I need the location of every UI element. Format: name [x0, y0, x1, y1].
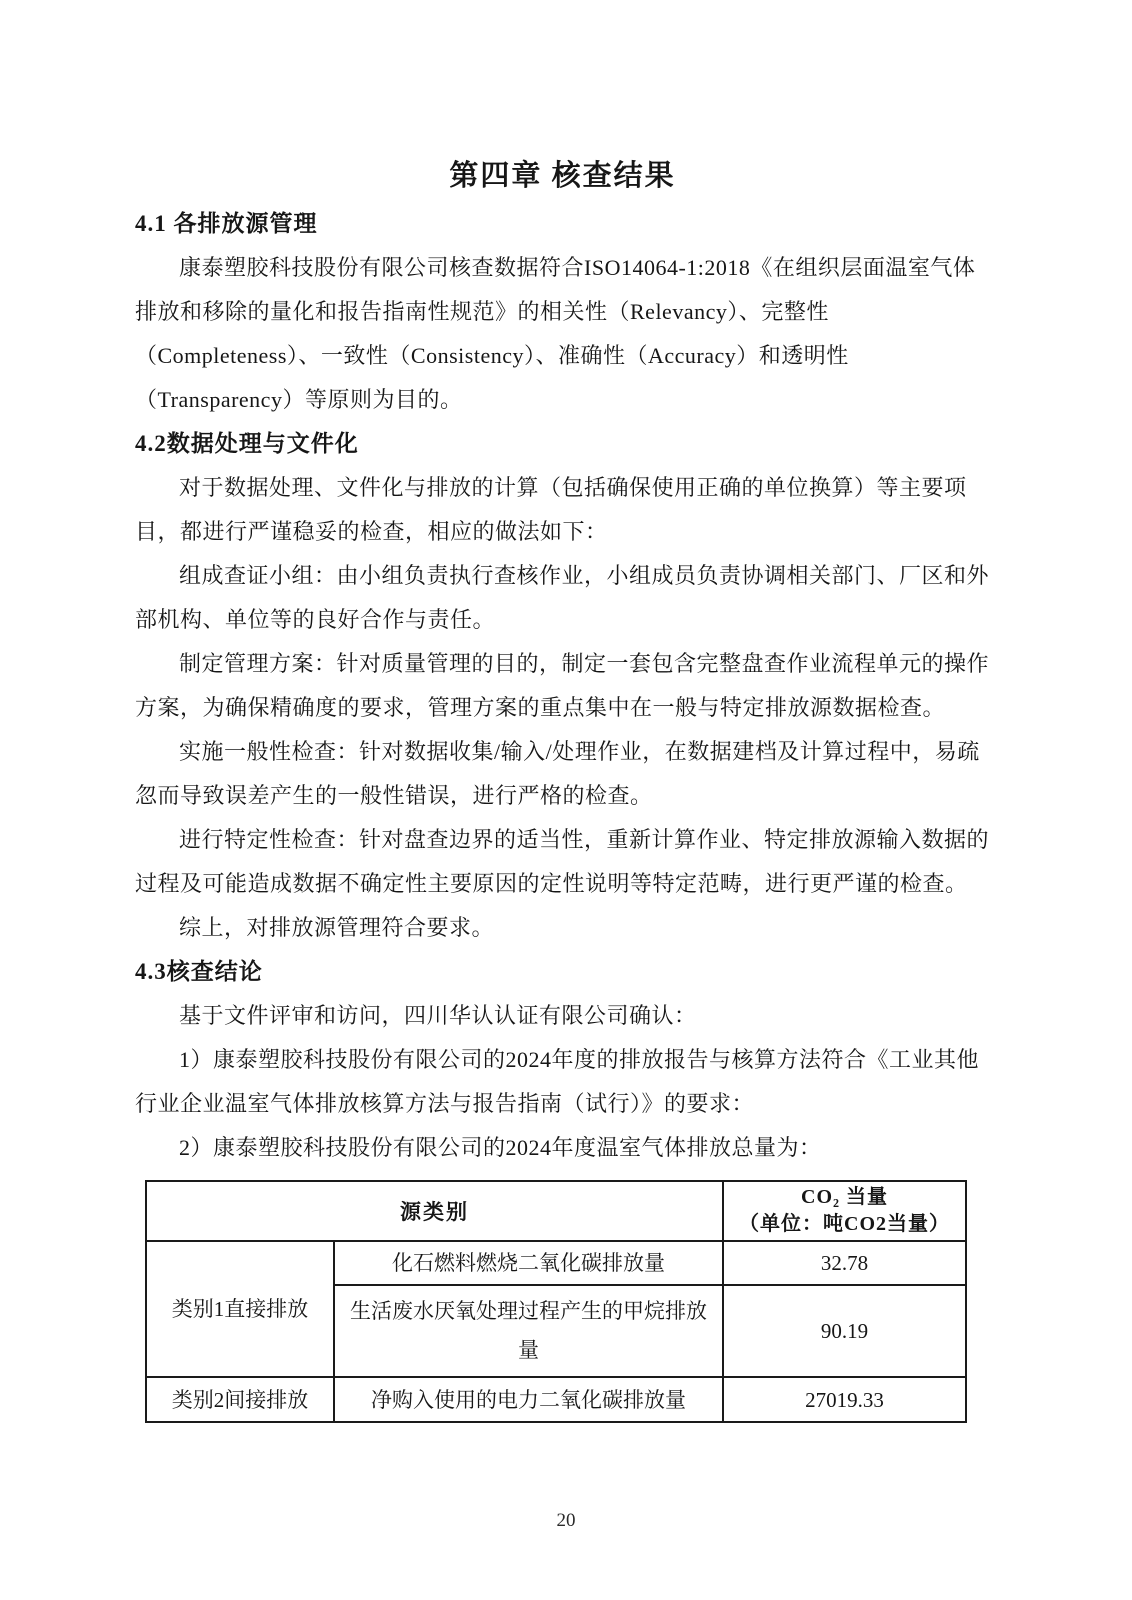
page-number: 20 — [556, 1510, 576, 1531]
cell-value: 32.78 — [723, 1241, 966, 1285]
paragraph: 对于数据处理、文件化与排放的计算（包括确保使用正确的单位换算）等主要项目，都进行严谨稳妥的检查，相应的做法如下： — [135, 475, 967, 544]
cell-source: 化石燃料燃烧二氧化碳排放量 — [334, 1241, 723, 1285]
section-heading-4-1: 4.1 各排放源管理 — [135, 211, 318, 236]
section-heading-4-2: 4.2数据处理与文件化 — [135, 431, 359, 456]
co2-equivalent-title: CO₂ 当量 — [801, 1186, 888, 1208]
cell-source: 生活废水厌氧处理过程产生的甲烷排放量 — [334, 1285, 723, 1377]
cell-value: 90.19 — [723, 1285, 966, 1377]
emissions-summary-table — [145, 1180, 967, 1423]
cell-category-indirect: 类别2间接排放 — [146, 1377, 334, 1422]
paragraph: 2）康泰塑胶科技股份有限公司的2024年度温室气体排放总量为： — [179, 1135, 822, 1160]
table-row — [146, 1377, 966, 1422]
section-heading-4-3: 4.3核查结论 — [135, 959, 263, 984]
paragraph: 综上，对排放源管理符合要求。 — [179, 915, 495, 940]
cell-value: 27019.33 — [723, 1377, 966, 1422]
table-header-row — [146, 1181, 966, 1241]
paragraph: 组成查证小组：由小组负责执行查核作业，小组成员负责协调相关部门、厂区和外部机构、单位等的良好合作与责任。 — [135, 563, 990, 632]
paragraph: 康泰塑胶科技股份有限公司核查数据符合ISO14064-1:2018《在组织层面温室气体排放和移除的量化和报告指南性规范》的相关性（Relevancy）、完整性（Completeness）、一致性（Consistency）、准确性（Accuracy）和透明性（Transparency）等原则为目的。 — [135, 255, 976, 412]
co2-equivalent-unit: （单位：吨CO2当量） — [739, 1213, 950, 1235]
section-data-processing — [135, 422, 990, 950]
section-emission-source-management — [135, 202, 990, 422]
section-verification-conclusion — [135, 950, 990, 1170]
header-co2-equivalent — [723, 1181, 966, 1241]
paragraph: 制定管理方案：针对质量管理的目的，制定一套包含完整盘查作业流程单元的操作方案，为确保精确度的要求，管理方案的重点集中在一般与特定排放源数据检查。 — [135, 651, 990, 720]
paragraph: 1）康泰塑胶科技股份有限公司的2024年度的排放报告与核算方法符合《工业其他行业企业温室气体排放核算方法与报告指南（试行）》的要求： — [135, 1047, 980, 1116]
cell-category-direct: 类别1直接排放 — [146, 1241, 334, 1377]
cell-source: 净购入使用的电力二氧化碳排放量 — [334, 1377, 723, 1422]
paragraph: 进行特定性检查：针对盘查边界的适当性，重新计算作业、特定排放源输入数据的过程及可能造成数据不确定性主要原因的定性说明等特定范畴，进行更严谨的检查。 — [135, 827, 990, 896]
table-row — [146, 1241, 966, 1285]
paragraph: 实施一般性检查：针对数据收集/输入/处理作业，在数据建档及计算过程中，易疏忽而导致误差产生的一般性错误，进行严格的检查。 — [135, 739, 980, 808]
header-source-category: 源类别 — [146, 1181, 723, 1241]
paragraph: 基于文件评审和访问，四川华认认证有限公司确认： — [179, 1003, 697, 1028]
chapter-title: 第四章 核查结果 — [449, 160, 676, 192]
